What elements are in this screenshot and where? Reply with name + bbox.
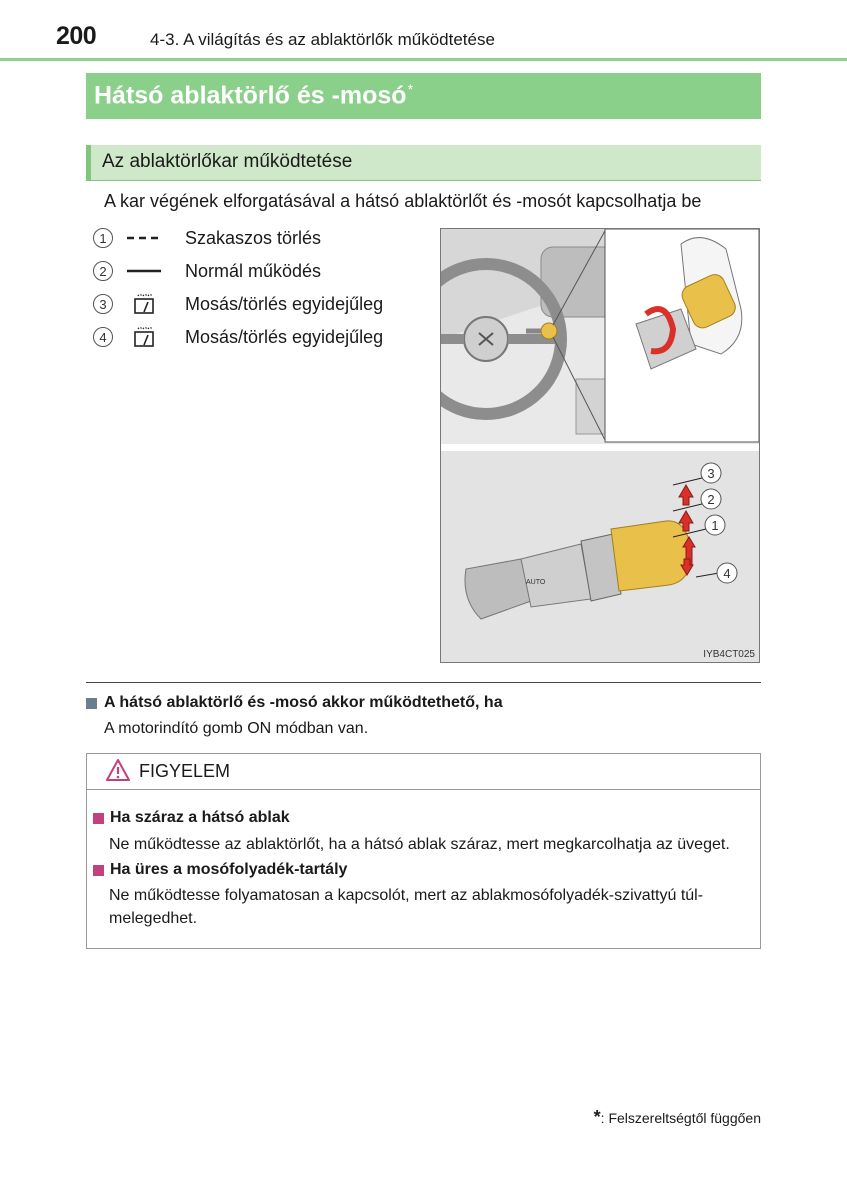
illustration-svg (441, 229, 759, 662)
footnote (594, 1107, 761, 1128)
title-bar (86, 73, 761, 119)
warning-item-heading-text: Ha üres a mosófolyadék-tartály (110, 861, 348, 878)
position-item (93, 292, 383, 316)
warning-item-body: Ne működtesse az ablaktörlőt, ha a hátsó ablak száraz, mert megkarcolhatja az üveget. (109, 836, 730, 853)
warning-box (86, 753, 761, 949)
callout-number: 3 (707, 466, 715, 481)
page-title-text: Hátsó ablaktörlő és -mosó (94, 81, 407, 110)
position-item (93, 226, 321, 250)
warning-triangle-icon (105, 758, 131, 782)
callout-number: 1 (711, 518, 719, 533)
warning-item-body: Ne működtesse folyamatosan a kapcsolót, mert az ablakmosófolyadék-szivattyú túl- melegedhet. (109, 887, 704, 927)
rear-washer-wiper-icon (127, 326, 161, 348)
condition-heading-text: A hátsó ablaktörlő és -mosó akkor működtethető, ha (104, 694, 503, 711)
warning-title: FIGYELEM (139, 761, 231, 781)
footnote-star: * (593, 1107, 601, 1127)
warning-item-heading-text: Ha száraz a hátsó ablak (110, 809, 290, 826)
subsection-bar (86, 145, 761, 180)
square-bullet-icon (93, 865, 104, 876)
page-title (94, 81, 413, 110)
position-item (93, 325, 383, 349)
page-number: 200 (56, 22, 97, 50)
position-item (93, 259, 321, 283)
solid-line-icon (127, 268, 161, 274)
callout-number: 2 (707, 492, 715, 507)
section-divider (86, 682, 761, 683)
position-label: Mosás/törlés egyidejűleg (185, 293, 384, 314)
header-rule (0, 58, 847, 61)
rear-washer-wiper-icon (127, 293, 161, 315)
square-bullet-icon (93, 813, 104, 824)
position-number: 3 (93, 294, 113, 314)
warning-item-heading (93, 861, 347, 879)
position-number: 1 (93, 228, 113, 248)
subsection-heading: Az ablaktörlőkar működtetése (102, 151, 353, 172)
square-bullet-icon (86, 698, 97, 709)
position-number: 2 (93, 261, 113, 281)
footnote-text: : Felszereltségtől függően (600, 1110, 761, 1126)
position-label: Szakaszos törlés (185, 227, 322, 248)
position-label: Mosás/törlés egyidejűleg (185, 326, 384, 347)
figure-code: IYB4CT025 (703, 649, 755, 660)
callout-number: 4 (723, 566, 731, 581)
condition-heading (86, 694, 503, 712)
subsection-rule (86, 180, 761, 181)
position-number: 4 (93, 327, 113, 347)
intro-text: A kar végének elforgatásával a hátsó ablaktörlőt és -mosót kapcsolhatja be (104, 191, 702, 211)
warning-item-heading (93, 809, 290, 827)
availability-mark: * (407, 81, 414, 97)
section-title: 4-3. A világítás és az ablaktörlők működtetése (150, 30, 495, 49)
dashed-line-icon (127, 235, 161, 241)
position-label: Normál működés (185, 260, 322, 281)
warning-header (87, 754, 760, 790)
condition-body: A motorindító gomb ON módban van. (104, 720, 369, 737)
lever-auto-label: AUTO (526, 579, 546, 586)
wiper-lever-illustration (440, 228, 760, 663)
